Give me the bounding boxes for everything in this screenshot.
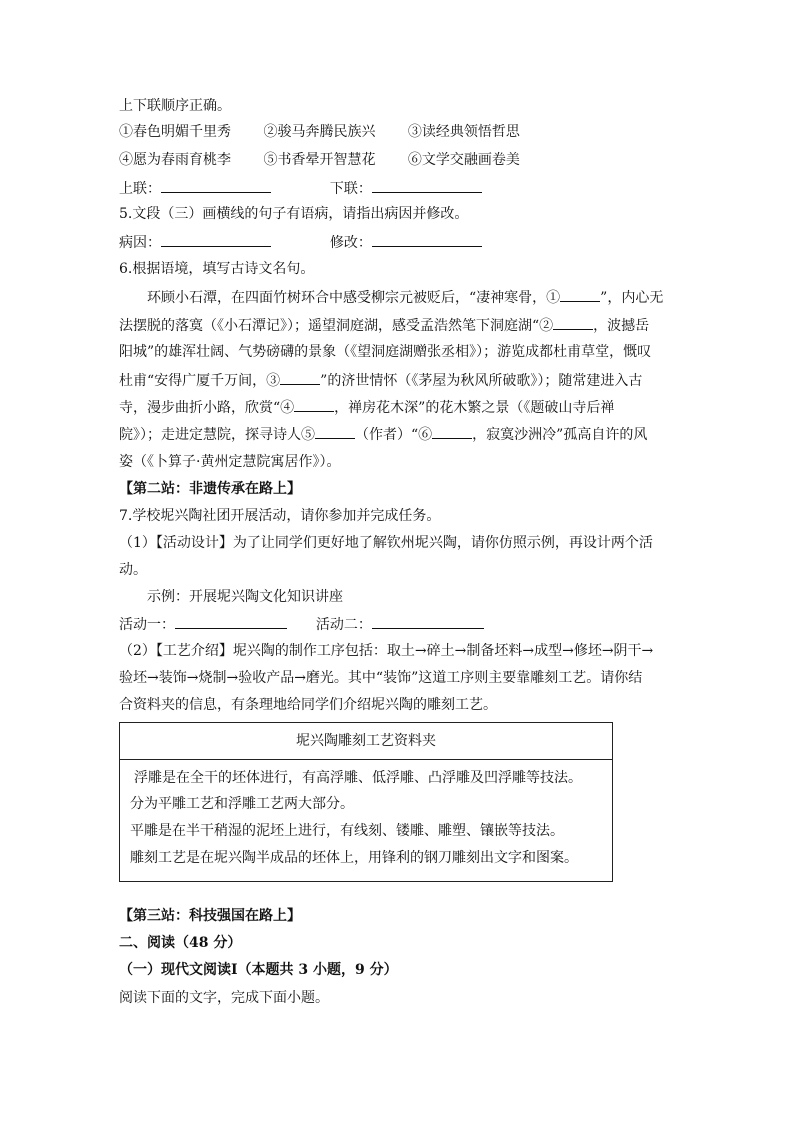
q7-part-2: （2）【工艺介绍】坭兴陶的制作工序包括：取土→碎土→制备坯料→成型→修坯→阴干→ (119, 643, 654, 659)
activity-answer-row (119, 614, 679, 635)
material-line: 雕刻工艺是在坭兴陶半成品的坯体上，用锋利的钢刀雕刻出文字和图案。 (130, 850, 578, 866)
question-5: 5.文段（三）画横线的句子有语病，请指出病因并修改。 (119, 206, 469, 222)
passage-text: 院》）；走进定慧院，探寻诗人⑤ (119, 427, 315, 443)
option-3: ③读经典领悟哲思 (407, 124, 520, 140)
passage-text: ，寂寞沙洲冷”孤高自许的风 (472, 427, 648, 443)
blank-5[interactable] (315, 424, 355, 439)
passage-text: ，禅房花木深”的花木繁之景（《题破山寺后禅 (334, 400, 615, 416)
passage-text: ”的济世情怀（《茅屋为秋风所破歌》）；随常建进入古 (320, 373, 643, 389)
q5-answer-row (119, 232, 679, 253)
blank-2[interactable] (553, 315, 593, 330)
xialian-label: 下联： (329, 181, 372, 197)
passage-text: ，波撼岳 (593, 318, 650, 334)
blank-3[interactable] (280, 370, 320, 385)
couplet-answer-row (119, 178, 679, 199)
passage-line (119, 397, 679, 418)
material-line: 平雕是在半干稍湿的泥坯上进行，有线刻、镂雕、雕塑、镶嵌等技法。 (130, 823, 564, 839)
passage-line (119, 370, 679, 391)
material-folder-title: 坭兴陶雕刻工艺资料夹 (120, 723, 612, 760)
passage-text: 寺，漫步曲折小路，欣赏“④ (119, 400, 295, 416)
couplet-options-row-1 (119, 122, 679, 142)
xialian-blank[interactable] (372, 178, 482, 193)
q7-part-2-cont: 合资料夹的信息，有条理地给同学们介绍坭兴陶的雕刻工艺。 (119, 697, 497, 713)
couplet-options-row-2 (119, 150, 679, 170)
passage-text: （作者）“⑥ (355, 427, 433, 443)
text-line: 上下联顺序正确。 (119, 98, 231, 114)
q7-part-1: （1）【活动设计】为了让同学们更好地了解钦州坭兴陶，请你仿照示例，再设计两个活 (119, 535, 653, 551)
blank-1[interactable] (560, 287, 600, 302)
bingyin-label: 病因： (119, 235, 161, 251)
passage-text: 杜甫“安得广厦千万间，③ (119, 373, 281, 389)
shanglian-label: 上联： (119, 181, 161, 197)
option-5: ⑤书香晕开智慧花 (263, 152, 376, 168)
option-4: ④愿为春雨育桃李 (119, 152, 231, 168)
activity-1-label: 活动一： (119, 617, 175, 633)
passage-line (119, 315, 679, 336)
option-6: ⑥文学交融画卷美 (407, 152, 520, 168)
blank-4[interactable] (294, 397, 334, 412)
xiugai-blank[interactable] (372, 232, 482, 247)
material-line: 浮雕是在全干的坯体进行，有高浮雕、低浮雕、凸浮雕及凹浮雕等技法。 (134, 770, 582, 786)
option-2: ②骏马奔腾民族兴 (263, 124, 376, 140)
blank-6[interactable] (432, 424, 472, 439)
option-1: ①春色明媚千里秀 (119, 124, 231, 140)
passage-text: 法摆脱的落寞（《小石潭记》）；遥望洞庭湖，感受孟浩然笔下洞庭湖“② (119, 318, 554, 334)
subsection-heading: （一）现代文阅读Ⅰ（本题共 3 小题，9 分） (119, 962, 398, 978)
activity-1-blank[interactable] (175, 614, 287, 629)
passage-line: 姿（《卜算子·黄州定慧院寓居作》）。 (119, 454, 341, 470)
material-folder-box (119, 722, 613, 882)
activity-2-blank[interactable] (372, 614, 484, 629)
bingyin-blank[interactable] (161, 232, 271, 247)
activity-2-label: 活动二： (315, 617, 372, 633)
question-7: 7.学校坭兴陶社团开展活动，请你参加并完成任务。 (119, 508, 441, 524)
q7-part-1-cont: 动。 (119, 562, 147, 578)
passage-line (119, 287, 707, 308)
passage-text: ”，内心无 (600, 290, 664, 306)
section-2-heading: 二、阅读（48 分） (119, 935, 242, 951)
passage-line: 阳城”的雄浑壮阔、气势磅礴的景象（《望洞庭湖赠张丞相》）；游览成都杜甫草堂，慨叹 (119, 344, 652, 360)
passage-text: 环顾小石潭，在四面竹树环合中感受柳宗元被贬后，“凄神寒骨，① (147, 290, 561, 306)
reading-instruction: 阅读下面的文字，完成下面小题。 (119, 990, 329, 1006)
example-line: 示例：开展坭兴陶文化知识讲座 (147, 589, 343, 605)
material-line: 分为平雕工艺和浮雕工艺两大部分。 (130, 796, 354, 812)
passage-line (119, 424, 679, 445)
station-2-heading: 【第二站：非遗传承在路上】 (119, 481, 301, 497)
q7-part-2-cont: 验坯→装饰→烧制→验收产品→磨光。其中“装饰”这道工序则主要靠雕刻工艺。请你结 (119, 670, 643, 686)
shanglian-blank[interactable] (161, 178, 271, 193)
question-6: 6.根据语境，填写古诗文名句。 (119, 261, 315, 277)
xiugai-label: 修改： (329, 235, 372, 251)
station-3-heading: 【第三站：科技强国在路上】 (119, 908, 301, 924)
